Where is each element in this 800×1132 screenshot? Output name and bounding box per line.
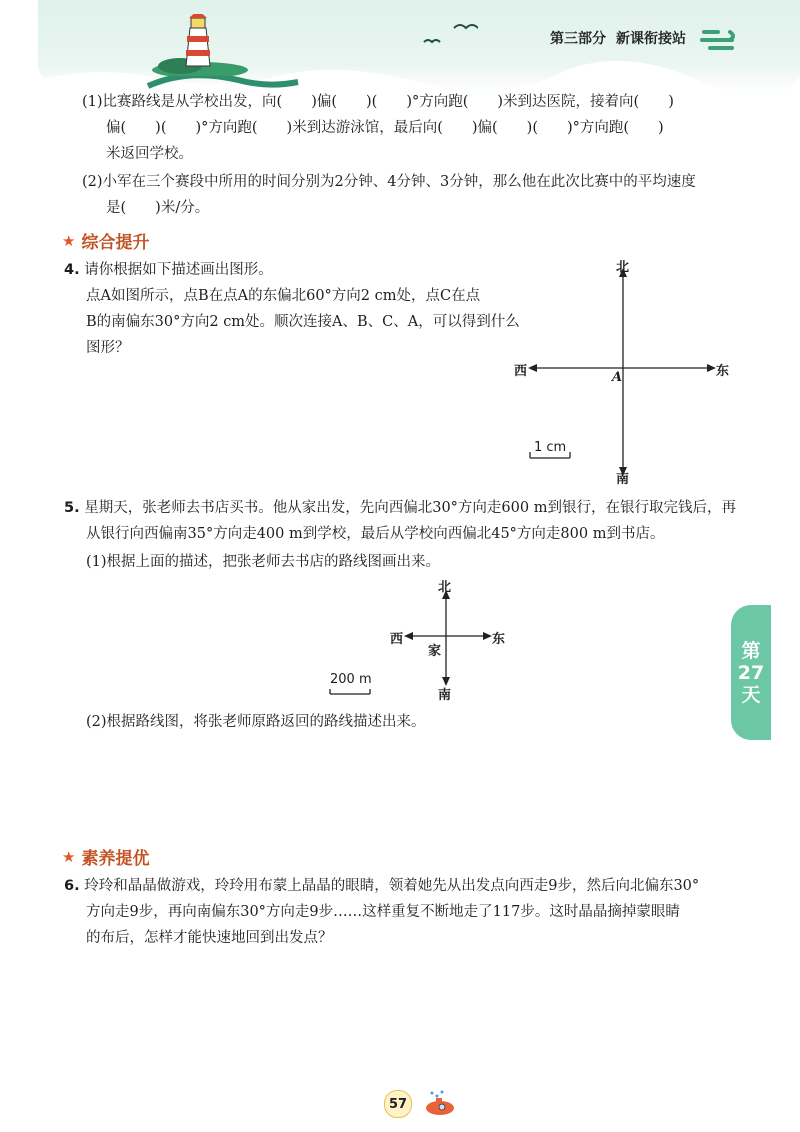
- q3-part1-line3: 米返回学校。: [106, 146, 193, 162]
- q4-line1: [64, 260, 273, 280]
- section-title-text: 综合提升: [81, 233, 150, 253]
- q3-part1-line1: (1)比赛路线是从学校出发，向( )偏( )( )°方向跑( )米到达医院，接着向( ): [82, 94, 674, 110]
- q5-line2: 从银行向西偏南35°方向走400 m到学校，最后从学校向西偏北45°方向走800 m到书店。: [86, 526, 665, 542]
- star-icon: ★: [62, 847, 76, 866]
- q4-point-a-label: A: [612, 370, 623, 385]
- q5-number: 5.: [64, 500, 80, 516]
- q5-line1-text: 星期天，张老师去书店买书。他从家出发，先向西偏北30°方向走600 m到银行，在银行取完钱后，再: [84, 500, 736, 516]
- q4-south-label: 南: [616, 472, 630, 487]
- q6-number: 6.: [64, 878, 80, 894]
- q6-line1: [64, 876, 699, 896]
- section-heading-comprehensive: [62, 228, 149, 253]
- header-series-label: 新课衔接站: [616, 31, 686, 47]
- q4-line1-text: 请你根据如下描述画出图形。: [84, 262, 273, 278]
- q4-west-label: 西: [514, 364, 528, 379]
- submarine-icon: [420, 1090, 456, 1118]
- q3-part2-line1: (2)小军在三个赛段中所用的时间分别为2分钟、4分钟、3分钟，那么他在此次比赛中的平均速度: [82, 174, 696, 190]
- q5-east-label: 东: [492, 632, 506, 647]
- section-title-text: 素养提优: [81, 849, 150, 869]
- header-logo-icon: [700, 26, 736, 52]
- q4-north-label: 北: [616, 260, 630, 275]
- q5-north-label: 北: [438, 580, 452, 595]
- page-number: 57: [384, 1090, 412, 1118]
- q6-line3: 的布后，怎样才能快速地回到出发点？: [86, 930, 333, 946]
- q5-part2: (2)根据路线图，将张老师原路返回的路线描述出来。: [86, 714, 426, 730]
- q5-west-label: 西: [390, 632, 404, 647]
- side-tab-line3: 天: [741, 683, 761, 706]
- section-heading-literacy: [62, 844, 149, 869]
- q4-number: 4.: [64, 262, 80, 278]
- birds-icon: [418, 22, 478, 52]
- q5-scale-bar: [328, 688, 374, 698]
- q5-line1: [64, 498, 736, 518]
- q6-line2: 方向走9步，再向南偏东30°方向走9步……这样重复不断地走了117步。这时晶晶摘掉蒙眼睛: [86, 904, 680, 920]
- q4-line4: 图形？: [86, 340, 130, 356]
- q5-south-label: 南: [438, 688, 452, 703]
- q4-line3: B的南偏东30°方向2 cm处。顺次连接A、B、C、A，可以得到什么: [86, 314, 520, 330]
- q4-east-label: 东: [716, 364, 730, 379]
- q5-part1: (1)根据上面的描述，把张老师去书店的路线图画出来。: [86, 554, 441, 570]
- q5-compass-diagram: [400, 590, 500, 686]
- day-side-tab: [731, 605, 771, 740]
- q4-line2: 点A如图所示，点B在点A的东偏北60°方向2 cm处，点C在点: [86, 288, 481, 304]
- star-icon: ★: [62, 231, 76, 250]
- header-section-label: 第三部分: [550, 31, 606, 47]
- q3-part1-line2: 偏( )( )°方向跑( )米到达游泳馆，最后向( )偏( )( )°方向跑( ): [106, 120, 664, 136]
- q5-scale-label: 200 m: [330, 672, 372, 687]
- side-tab-line2: 27: [737, 661, 765, 684]
- q4-scale-label: 1 cm: [534, 440, 567, 455]
- q6-line1-text: 玲玲和晶晶做游戏，玲玲用布蒙上晶晶的眼睛，领着她先从出发点向西走9步，然后向北偏东30°: [84, 878, 700, 894]
- lighthouse-icon: [150, 14, 250, 76]
- q5-home-label: 家: [428, 644, 442, 659]
- q3-part2-line2: 是( )米/分。: [106, 200, 210, 216]
- side-tab-line1: 第: [741, 639, 761, 662]
